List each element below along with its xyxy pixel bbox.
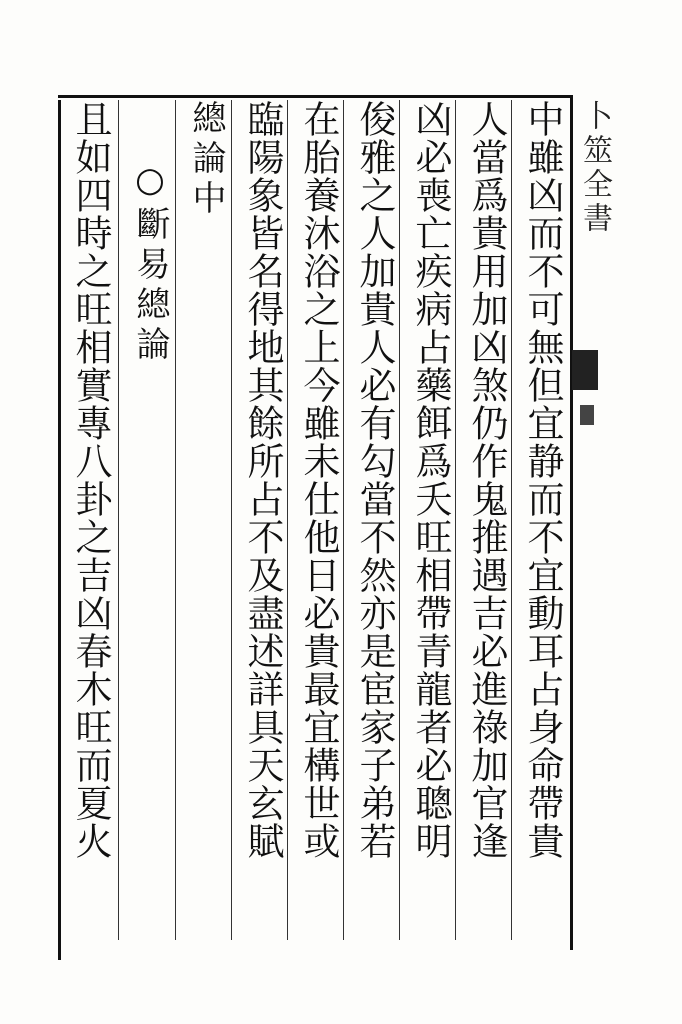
text-column-3: 凶必喪亡疾病占藥餌爲夭旺相帶青龍者必聰明 xyxy=(409,100,452,860)
text-column-5: 在胎養沐浴之上今雖未仕他日必貴最宜構世或 xyxy=(297,100,340,860)
text-column-6: 臨陽象皆名得地其餘所占不及盡述詳具天玄賦 xyxy=(241,100,284,860)
text-column-2: 人當爲貴用加凶煞仍作鬼推遇吉必進祿加官逢 xyxy=(465,100,508,860)
section-heading: ○斷易總論 xyxy=(130,160,170,366)
margin-ink-mark xyxy=(572,350,598,390)
margin-title: 卜筮全書 xyxy=(577,100,612,236)
column-rule xyxy=(118,100,119,940)
text-column-9: 且如四時之旺相實專八卦之吉凶春木旺而夏火 xyxy=(69,100,112,860)
text-column-1: 中雖凶而不可無但宜静而不宜動耳占身命帶貴 xyxy=(521,100,564,860)
column-rule xyxy=(231,100,232,940)
margin-ink-mark-small xyxy=(580,405,594,425)
frame-left-border xyxy=(58,100,61,960)
text-column-4: 俊雅之人加貴人必有勾當不然亦是宦家子弟若 xyxy=(353,100,396,860)
frame-top-border xyxy=(58,95,573,98)
section-end-heading: 總論中 xyxy=(186,100,226,220)
